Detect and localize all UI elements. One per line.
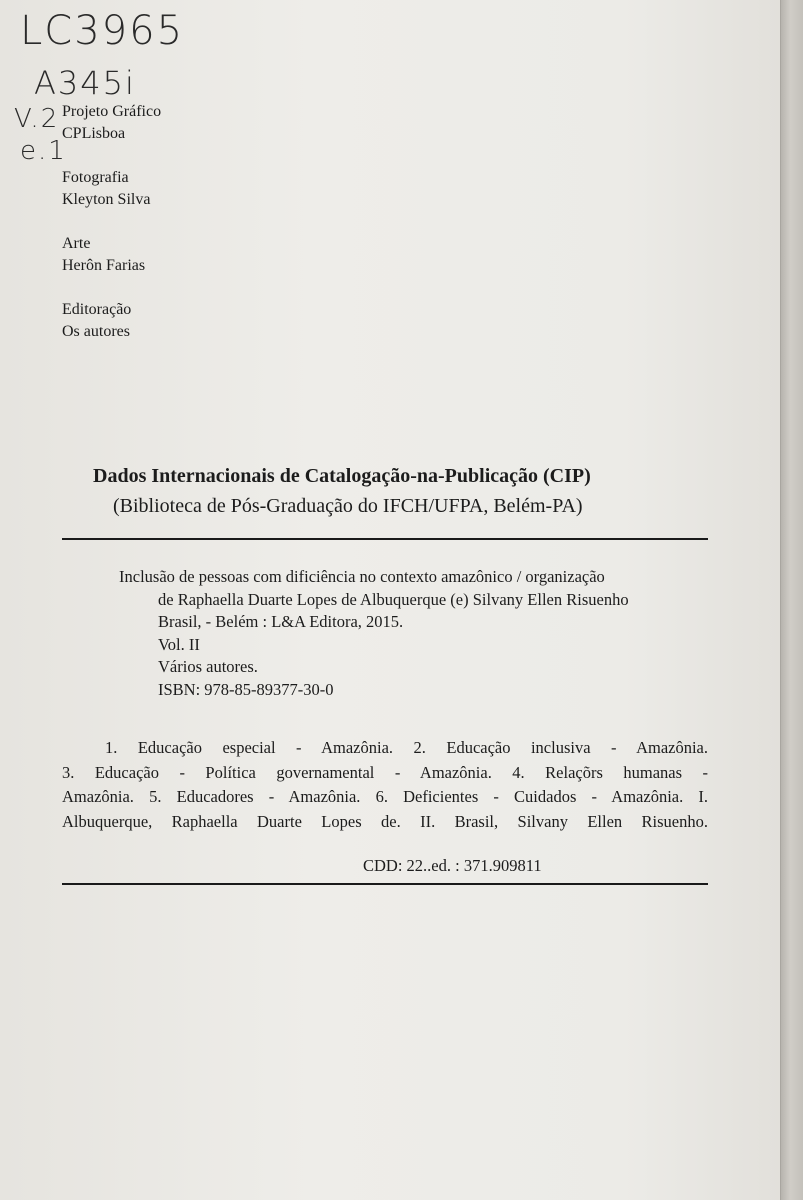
handwritten-call-number-line-1: LC3965 (20, 8, 185, 54)
credit-name: Os autores (62, 323, 130, 340)
cdd-classification: CDD: 22..ed. : 371.909811 (363, 856, 542, 875)
credit-photography (62, 167, 161, 211)
credit-graphic-design (62, 101, 161, 145)
entry-line: de Raphaella Duarte Lopes de Albuquerque (e) Silvany Ellen Risuenho (158, 589, 629, 609)
subject-line: Amazônia. 5. Educadores - Amazônia. 6. Deficientes - Cuidados - Amazônia. I. (62, 787, 708, 806)
subject-line: 3. Educação - Política governamental - Amazônia. 4. Relaçõrs humanas - (62, 762, 708, 782)
entry-title-line: Inclusão de pessoas com dificiência no contexto amazônico / organização (119, 567, 605, 586)
entry-volume: Vol. II (158, 634, 200, 654)
entry-isbn: ISBN: 978-85-89377-30-0 (158, 679, 334, 699)
top-divider (62, 538, 708, 540)
credit-name: CPLisboa (62, 125, 126, 142)
entry-line: Brasil, - Belém : L&A Editora, 2015. (158, 612, 404, 631)
subject-line: Albuquerque, Raphaella Duarte Lopes de. II. Brasil, Silvany Ellen Risuenho. (62, 811, 708, 831)
credit-role: Projeto Gráfico (62, 103, 162, 120)
entry-authors-note: Vários autores. (158, 657, 258, 676)
credit-name: Herôn Farias (62, 257, 146, 274)
cip-subtitle: (Biblioteca de Pós-Graduação do IFCH/UFPA, Belém-PA) (113, 495, 583, 517)
subject-line: 1. Educação especial - Amazônia. 2. Educação inclusiva - Amazônia. (105, 738, 708, 757)
handwritten-volume-mark: V.2 (14, 104, 60, 134)
credit-art (62, 233, 161, 277)
credit-role: Fotografia (62, 169, 129, 186)
handwritten-call-number-line-2: A345i (34, 64, 136, 102)
catalog-entry (119, 566, 629, 701)
cip-title: Dados Internacionais de Catalogação-na-Publicação (CIP) (93, 465, 591, 487)
handwritten-copy-mark: e.1 (20, 136, 67, 166)
subject-headings (62, 736, 708, 834)
book-page-edge (780, 0, 803, 1200)
credit-role: Editoração (62, 301, 132, 318)
credit-editing (62, 299, 161, 343)
credit-name: Kleyton Silva (62, 191, 151, 208)
bottom-divider (62, 883, 708, 885)
credits-block (62, 101, 161, 365)
credit-role: Arte (62, 235, 91, 252)
